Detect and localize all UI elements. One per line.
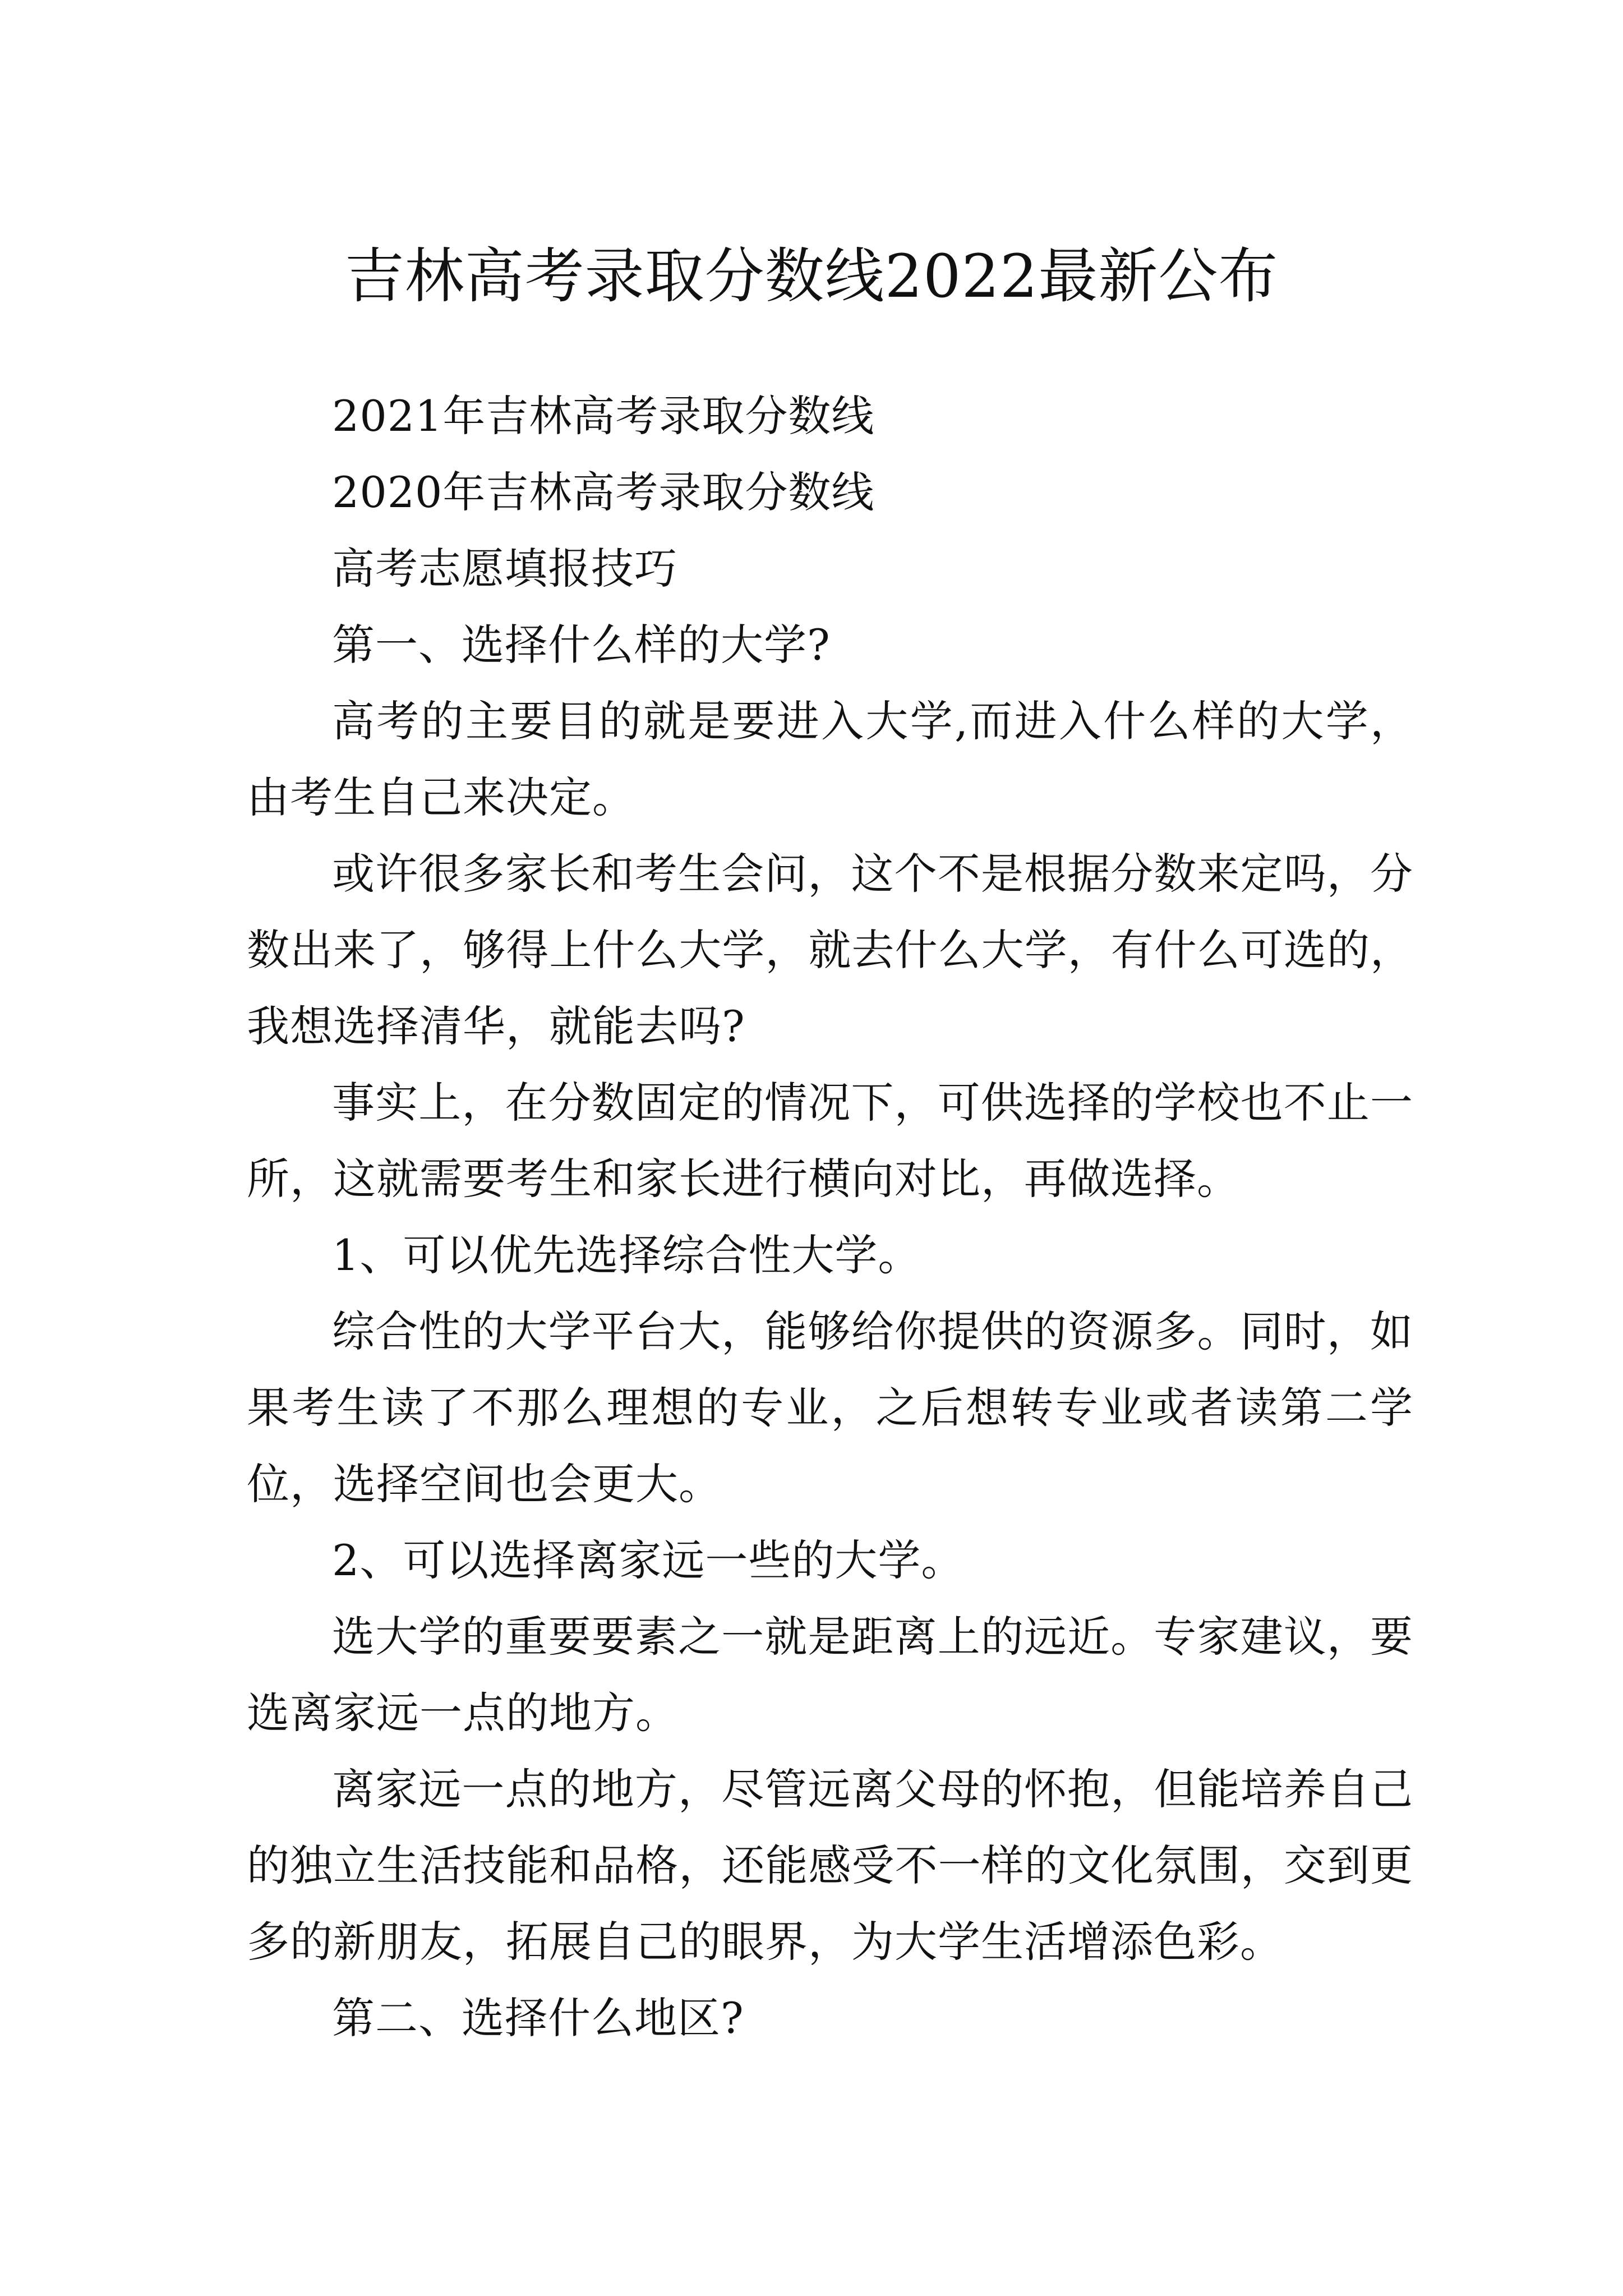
paragraph-comprehensive-university: 综合性的大学平台大，能够给你提供的资源多。同时，如果考生读了不那么理想的专业，之后想转专业或者读第二学位，选择空间也会更大。 [247, 1306, 1413, 1509]
document-body [247, 378, 1413, 2056]
paragraph-2020-score-line: 2020年吉林高考录取分数线 [332, 467, 875, 517]
paragraph-parents-question: 或许很多家长和考生会问，这个不是根据分数来定吗，分数出来了，够得上什么大学，就去什么大学，有什么可选的，我想选择清华，就能去吗? [247, 849, 1413, 1051]
paragraph-distance-factor: 选大学的重要要素之一就是距离上的远近。专家建议，要选离家远一点的地方。 [247, 1612, 1413, 1738]
document-title: 吉林高考录取分数线2022最新公布 [344, 242, 1279, 311]
paragraph-volunteer-tips-heading: 高考志愿填报技巧 [332, 544, 677, 593]
paragraph-benefits-of-distance: 离家远一点的地方，尽管远离父母的怀抱，但能培养自己的独立生活技能和品格，还能感受不一样的文化氛围，交到更多的新朋友，拓展自己的眼界，为大学生活增添色彩。 [247, 1764, 1413, 1967]
paragraph-point-one-heading: 1、可以优先选择综合性大学。 [332, 1230, 921, 1280]
paragraph-2021-score-line: 2021年吉林高考录取分数线 [332, 391, 875, 441]
paragraph-point-two-heading: 2、可以选择离家远一些的大学。 [332, 1535, 965, 1585]
paragraph-section-two-heading: 第二、选择什么地区? [332, 1993, 744, 2043]
paragraph-compare-schools: 事实上，在分数固定的情况下，可供选择的学校也不止一所，这就需要考生和家长进行横向对比，再做选择。 [247, 1078, 1413, 1204]
paragraph-section-one-heading: 第一、选择什么样的大学? [332, 620, 831, 670]
paragraph-purpose-of-gaokao: 高考的主要目的就是要进入大学,而进入什么样的大学，由考生自己来决定。 [247, 696, 1413, 822]
